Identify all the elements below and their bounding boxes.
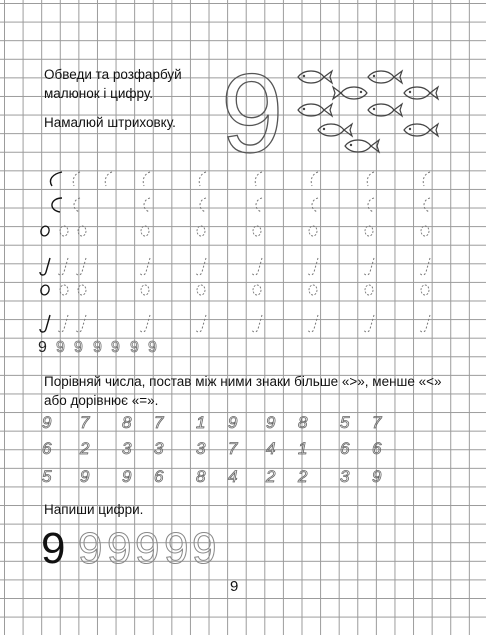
comparison-digit: 2 (80, 439, 90, 458)
comparison-digit: 5 (42, 467, 52, 486)
practice-nine-trace: 9 (130, 339, 139, 356)
comparison-digit: 6 (372, 439, 382, 458)
practice-nine-trace: 9 (74, 339, 83, 356)
comparison-digit: 8 (196, 467, 206, 486)
comparison-digit: 6 (42, 439, 52, 458)
comparison-digit: 4 (266, 439, 276, 458)
comparison-digit: 7 (228, 439, 238, 458)
big-nine-tracing: 9 (221, 51, 284, 176)
write-nine-example: 9 (41, 524, 66, 573)
write-nine-trace: 9 (78, 524, 103, 573)
practice-row-hook-2 (40, 315, 430, 332)
comparison-digit: 3 (122, 439, 132, 458)
practice-row-oval-1 (40, 225, 429, 237)
comparison-digit: 1 (298, 439, 308, 458)
comparison-digit: 6 (340, 439, 350, 458)
comparison-digit: 6 (154, 467, 164, 486)
comparison-digit: 5 (340, 413, 350, 432)
practice-nine-trace: 9 (56, 339, 65, 356)
practice-row-curve-2 (52, 198, 430, 212)
practice-nine-example: 9 (38, 339, 47, 356)
write-nine-trace: 9 (135, 524, 160, 573)
instruction-draw-hatching: Намалюй штриховку. (44, 115, 176, 130)
write-nine-trace: 9 (164, 524, 189, 573)
comparison-digit: 8 (298, 413, 308, 432)
comparison-digit: 4 (228, 467, 238, 486)
comparison-digit: 7 (372, 413, 382, 432)
practice-nine-trace: 9 (111, 339, 120, 356)
comparison-digit: 9 (228, 413, 238, 432)
practice-row-hook-1 (40, 258, 430, 275)
comparison-digit: 2 (298, 467, 308, 486)
page-number: 9 (230, 578, 239, 595)
practice-nine-trace: 9 (148, 339, 157, 356)
comparison-digit: 7 (80, 413, 90, 432)
write-nine-trace: 9 (192, 524, 217, 573)
practice-nine-trace: 9 (93, 339, 102, 356)
practice-row-oval-2 (40, 284, 429, 296)
comparison-digit: 1 (196, 413, 206, 432)
comparison-digit: 9 (266, 413, 276, 432)
instruction-trace-and-color: Обведи та розфарбуй малюнок і цифру. (44, 67, 182, 101)
comparison-digit: 9 (122, 467, 132, 486)
instruction-compare-numbers: Порівняй числа, постав між ними знаки більше «>», менше «<» або дорівнює «=». (44, 374, 442, 408)
comparison-digit: 2 (266, 467, 276, 486)
comparison-digit: 3 (196, 439, 206, 458)
comparison-digit: 9 (80, 467, 90, 486)
comparison-digit: 9 (42, 413, 52, 432)
write-nine-trace: 9 (107, 524, 132, 573)
instruction-write-digits: Напиши цифри. (44, 502, 144, 517)
comparison-digit: 3 (154, 439, 164, 458)
comparison-digit: 8 (122, 413, 132, 432)
comparison-digit: 7 (154, 413, 164, 432)
practice-row-curve-1 (50, 172, 430, 186)
comparison-digit: 3 (340, 467, 350, 486)
comparison-digit: 9 (372, 467, 382, 486)
